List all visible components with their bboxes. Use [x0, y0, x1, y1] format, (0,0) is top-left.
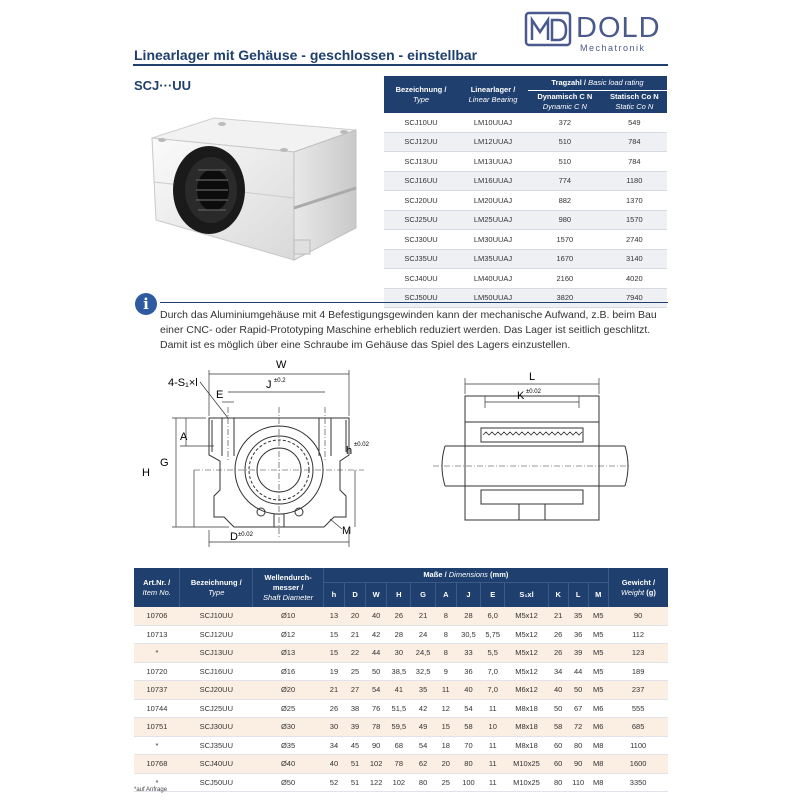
- table-row: [384, 230, 667, 250]
- cell-dyn: 372: [528, 113, 602, 132]
- cell-dyn: 2160: [528, 269, 602, 289]
- cell-dyn: 510: [528, 152, 602, 172]
- cell-bearing: LM20UUAJ: [458, 191, 528, 211]
- cell-dim: 50: [366, 662, 387, 681]
- cell-bearing: LM12UUAJ: [458, 132, 528, 152]
- cell-stat: 1570: [602, 210, 667, 230]
- cell-dyn: 3820: [528, 288, 602, 308]
- cell-dim: 102: [387, 773, 411, 792]
- info-text: [160, 308, 670, 353]
- cell-dyn: 774: [528, 171, 602, 191]
- cell-stat: 7940: [602, 288, 667, 308]
- cell-dim: 30: [387, 644, 411, 663]
- cell-bearing: LM30UUAJ: [458, 230, 528, 250]
- cell-dim: 21: [411, 607, 435, 625]
- cell-dim: 54: [366, 681, 387, 700]
- cell-dim: 15: [435, 718, 456, 737]
- cell-art: *: [134, 644, 180, 663]
- dim-W: W: [276, 359, 287, 371]
- cell-dim: 25: [435, 773, 456, 792]
- cell-type: SCJ40UU: [384, 269, 458, 289]
- cell-dim: 11: [481, 736, 505, 755]
- cell-dim: 24: [411, 625, 435, 644]
- cell-dim: 38: [345, 699, 366, 718]
- cell-dim: 26: [548, 625, 568, 644]
- table-row: [134, 681, 668, 700]
- dim-K: K: [517, 390, 525, 402]
- cell-dim: M5x12: [505, 625, 548, 644]
- logo-word: DOLD: [576, 12, 661, 44]
- cell-dim: 7,0: [481, 681, 505, 700]
- cell-dim: 80: [456, 755, 480, 774]
- cell-dim: 51,5: [387, 699, 411, 718]
- cell-dim: 9: [435, 662, 456, 681]
- cell-dim: 122: [366, 773, 387, 792]
- cell-dim: 20: [345, 607, 366, 625]
- cell-dim: M5: [588, 607, 608, 625]
- cell-weight: 1100: [608, 736, 668, 755]
- cell-weight: 237: [608, 681, 668, 700]
- cell-dim: 8: [435, 625, 456, 644]
- cell-shaft: Ø30: [253, 718, 324, 737]
- cell-dim: 33: [456, 644, 480, 663]
- col-dim-3: H: [387, 583, 411, 608]
- product-photo: [134, 100, 374, 270]
- table-row: [384, 269, 667, 289]
- cell-dim: 35: [411, 681, 435, 700]
- cell-dim: 76: [366, 699, 387, 718]
- cell-art: 10737: [134, 681, 180, 700]
- cell-bearing: LM35UUAJ: [458, 249, 528, 269]
- cell-shaft: Ø13: [253, 644, 324, 663]
- col-dim-5: A: [435, 583, 456, 608]
- cell-dim: 26: [323, 699, 344, 718]
- cell-dim: 5,75: [481, 625, 505, 644]
- cell-art: 10751: [134, 718, 180, 737]
- cell-dim: M5x12: [505, 607, 548, 625]
- cell-dim: 30,5: [456, 625, 480, 644]
- cell-shaft: Ø35: [253, 736, 324, 755]
- cell-dyn: 1570: [528, 230, 602, 250]
- cell-dim: 50: [568, 681, 588, 700]
- cell-bearing: LM50UUAJ: [458, 288, 528, 308]
- cell-type: SCJ12UU: [384, 132, 458, 152]
- cell-type: SCJ30UU: [384, 230, 458, 250]
- dim-S: 4-S₁×l: [168, 377, 198, 389]
- md-logo-icon: [524, 10, 574, 50]
- cell-dim: 27: [345, 681, 366, 700]
- footnote: *auf Anfrage: [134, 787, 168, 793]
- cell-dim: 80: [548, 773, 568, 792]
- cell-dim: 62: [411, 755, 435, 774]
- cell-stat: 2740: [602, 230, 667, 250]
- cell-dim: 11: [481, 699, 505, 718]
- title-rule: [133, 64, 668, 66]
- cell-dim: M5: [588, 681, 608, 700]
- cell-weight: 189: [608, 662, 668, 681]
- cell-dim: M5x12: [505, 644, 548, 663]
- cell-dim: 42: [366, 625, 387, 644]
- cell-dim: 39: [568, 644, 588, 663]
- col-group-load: Tragzahl / Basic load rating: [528, 76, 667, 91]
- dim-A: A: [180, 431, 188, 443]
- cell-dim: 58: [456, 718, 480, 737]
- col-dim-6: J: [456, 583, 480, 608]
- cell-dyn: 1670: [528, 249, 602, 269]
- col-weight: Gewicht / Weight (g): [608, 568, 668, 607]
- col-type: Bezeichnung / Type: [180, 568, 253, 607]
- cell-bearing: LM16UUAJ: [458, 171, 528, 191]
- dim-D: D: [230, 531, 238, 543]
- cell-art: *: [134, 736, 180, 755]
- cell-dim: 90: [366, 736, 387, 755]
- cell-type: SCJ10UU: [180, 607, 253, 625]
- col-static: Statisch Co N Static Co N: [602, 91, 667, 114]
- dim-L: L: [529, 371, 536, 383]
- cell-dim: 80: [411, 773, 435, 792]
- cell-art: *: [134, 773, 180, 792]
- cell-dim: M6: [588, 699, 608, 718]
- cell-dim: 70: [456, 736, 480, 755]
- col-group-dimensions: Maße / Dimensions (mm): [323, 568, 608, 583]
- cell-dim: 41: [387, 681, 411, 700]
- cell-dim: 34: [548, 662, 568, 681]
- info-icon: i: [135, 293, 157, 315]
- dim-H: H: [142, 467, 150, 479]
- dim-G: G: [160, 457, 169, 469]
- dim-D-tol: ±0.02: [238, 532, 253, 538]
- cell-type: SCJ50UU: [180, 773, 253, 792]
- cell-dim: 54: [411, 736, 435, 755]
- table-row: [134, 773, 668, 792]
- cell-type: SCJ16UU: [384, 171, 458, 191]
- cell-dim: 78: [387, 755, 411, 774]
- cell-dim: 40: [548, 681, 568, 700]
- col-dim-8: S₁xl: [505, 583, 548, 608]
- cell-dim: 15: [323, 644, 344, 663]
- cell-dim: 40: [456, 681, 480, 700]
- cell-dim: 30: [323, 718, 344, 737]
- cell-weight: 112: [608, 625, 668, 644]
- dimensions-table: [134, 568, 668, 792]
- cell-bearing: LM25UUAJ: [458, 210, 528, 230]
- cell-dim: 8: [435, 644, 456, 663]
- cell-weight: 123: [608, 644, 668, 663]
- cell-dim: 40: [323, 755, 344, 774]
- col-dim-4: G: [411, 583, 435, 608]
- col-bearing: Linearlager / Linear Bearing: [458, 76, 528, 113]
- cell-art: 10720: [134, 662, 180, 681]
- cell-stat: 784: [602, 152, 667, 172]
- cell-dim: 21: [323, 681, 344, 700]
- cell-dim: 52: [323, 773, 344, 792]
- cell-dim: 38,5: [387, 662, 411, 681]
- table-row: [384, 288, 667, 308]
- info-line: Durch das Aluminiumgehäuse mit 4 Befestigungsgewinden kann der mechanische Aufwand, z.B. beim Bau: [160, 309, 657, 321]
- cell-dim: 78: [366, 718, 387, 737]
- cell-dim: 7,0: [481, 662, 505, 681]
- cell-weight: 555: [608, 699, 668, 718]
- cell-dim: 90: [568, 755, 588, 774]
- dim-M: M: [342, 525, 352, 537]
- cell-stat: 784: [602, 132, 667, 152]
- cell-type: SCJ20UU: [384, 191, 458, 211]
- cell-dim: M8x18: [505, 699, 548, 718]
- cell-dim: 11: [435, 681, 456, 700]
- cell-type: SCJ35UU: [384, 249, 458, 269]
- cell-type: SCJ12UU: [180, 625, 253, 644]
- cell-stat: 1180: [602, 171, 667, 191]
- cell-dim: M8: [588, 773, 608, 792]
- cell-dim: 59,5: [387, 718, 411, 737]
- table-row: [384, 210, 667, 230]
- cell-type: SCJ13UU: [180, 644, 253, 663]
- col-dim-9: K: [548, 583, 568, 608]
- cell-dim: 12: [435, 699, 456, 718]
- cell-dim: M5: [588, 625, 608, 644]
- cell-dim: 110: [568, 773, 588, 792]
- dold-logo: [524, 10, 674, 53]
- cell-dim: 44: [366, 644, 387, 663]
- cell-dim: M5x12: [505, 662, 548, 681]
- series-label: SCJ···UU: [134, 78, 192, 93]
- cell-type: SCJ25UU: [180, 699, 253, 718]
- cell-dim: 54: [456, 699, 480, 718]
- col-art: Art.Nr. / Item No.: [134, 568, 180, 607]
- table-row: [134, 644, 668, 663]
- cell-weight: 3350: [608, 773, 668, 792]
- page-title: Linearlager mit Gehäuse - geschlossen - einstellbar: [134, 47, 478, 63]
- cell-dim: 19: [323, 662, 344, 681]
- cell-type: SCJ35UU: [180, 736, 253, 755]
- table-row: [384, 132, 667, 152]
- logo-subtitle: Mechatronik: [580, 43, 646, 53]
- table-row: [384, 191, 667, 211]
- cell-dim: 21: [345, 625, 366, 644]
- cell-dim: 25: [345, 662, 366, 681]
- cell-art: 10744: [134, 699, 180, 718]
- cell-type: SCJ16UU: [180, 662, 253, 681]
- cell-dim: M8x18: [505, 736, 548, 755]
- cell-type: SCJ13UU: [384, 152, 458, 172]
- side-view-drawing: [425, 368, 635, 528]
- cell-art: 10768: [134, 755, 180, 774]
- cell-stat: 549: [602, 113, 667, 132]
- cell-weight: 1600: [608, 755, 668, 774]
- cell-dim: 26: [548, 644, 568, 663]
- cell-dim: M8x18: [505, 718, 548, 737]
- cell-dim: 15: [323, 625, 344, 644]
- cell-stat: 1370: [602, 191, 667, 211]
- cell-shaft: Ø40: [253, 755, 324, 774]
- table-row: [384, 171, 667, 191]
- cell-dim: 60: [548, 755, 568, 774]
- cell-dim: 51: [345, 773, 366, 792]
- cell-dim: 51: [345, 755, 366, 774]
- cell-dim: 60: [548, 736, 568, 755]
- info-rule: [160, 302, 668, 303]
- col-dim-11: M: [588, 583, 608, 608]
- table-row: [384, 113, 667, 132]
- table-row: [134, 718, 668, 737]
- table-row: [134, 755, 668, 774]
- cell-dim: 20: [435, 755, 456, 774]
- col-dim-1: D: [345, 583, 366, 608]
- cell-dim: 49: [411, 718, 435, 737]
- cell-shaft: Ø20: [253, 681, 324, 700]
- cell-type: SCJ10UU: [384, 113, 458, 132]
- cell-stat: 3140: [602, 249, 667, 269]
- cell-weight: 685: [608, 718, 668, 737]
- cell-dim: M10x25: [505, 755, 548, 774]
- cell-type: SCJ25UU: [384, 210, 458, 230]
- cell-dim: 34: [323, 736, 344, 755]
- cell-dim: 10: [481, 718, 505, 737]
- cell-dim: 26: [387, 607, 411, 625]
- table-row: [134, 625, 668, 644]
- cell-dim: 68: [387, 736, 411, 755]
- cell-dim: 8: [435, 607, 456, 625]
- cell-bearing: LM13UUAJ: [458, 152, 528, 172]
- info-line: einer CNC- oder Rapid-Prototyping Maschine erheblich reduziert werden. Das Lager ist seitlich geschlitzt.: [160, 324, 651, 336]
- cell-weight: 90: [608, 607, 668, 625]
- table-row: [134, 699, 668, 718]
- cell-dim: 44: [568, 662, 588, 681]
- cell-dim: 45: [345, 736, 366, 755]
- cell-type: SCJ30UU: [180, 718, 253, 737]
- cell-dim: 35: [568, 607, 588, 625]
- cell-bearing: LM40UUAJ: [458, 269, 528, 289]
- table-row: [134, 607, 668, 625]
- cell-art: 10713: [134, 625, 180, 644]
- cell-type: SCJ50UU: [384, 288, 458, 308]
- cell-dim: 6,0: [481, 607, 505, 625]
- cell-dim: M10x25: [505, 773, 548, 792]
- cell-dim: 36: [568, 625, 588, 644]
- cell-dim: M8: [588, 755, 608, 774]
- cell-dim: M6x12: [505, 681, 548, 700]
- cell-dim: 32,5: [411, 662, 435, 681]
- table-row: [384, 249, 667, 269]
- dim-h-tol: ±0.02: [354, 442, 369, 448]
- cell-dim: 28: [456, 607, 480, 625]
- cell-shaft: Ø12: [253, 625, 324, 644]
- cell-dyn: 882: [528, 191, 602, 211]
- cell-dyn: 510: [528, 132, 602, 152]
- cell-dim: 39: [345, 718, 366, 737]
- cell-dim: 18: [435, 736, 456, 755]
- cell-dim: 5,5: [481, 644, 505, 663]
- cell-shaft: Ø10: [253, 607, 324, 625]
- cell-dim: 67: [568, 699, 588, 718]
- cell-dim: 36: [456, 662, 480, 681]
- dim-J-tol: ±0.2: [274, 378, 286, 384]
- cell-dim: M5: [588, 644, 608, 663]
- cell-dim: 22: [345, 644, 366, 663]
- cell-dim: 72: [568, 718, 588, 737]
- cell-dim: 24,5: [411, 644, 435, 663]
- dim-h: h: [346, 445, 353, 457]
- cell-dim: 100: [456, 773, 480, 792]
- cell-dyn: 980: [528, 210, 602, 230]
- cell-dim: 102: [366, 755, 387, 774]
- col-designation: Bezeichnung / Type: [384, 76, 458, 113]
- cell-stat: 4020: [602, 269, 667, 289]
- cell-dim: M6: [588, 718, 608, 737]
- load-rating-table: [384, 76, 667, 308]
- col-dim-0: h: [323, 583, 344, 608]
- cell-dim: 42: [411, 699, 435, 718]
- cell-dim: 28: [387, 625, 411, 644]
- cell-dim: M5: [588, 662, 608, 681]
- col-dim-7: E: [481, 583, 505, 608]
- table-row: [384, 152, 667, 172]
- dim-J: J: [266, 379, 272, 391]
- cell-type: SCJ40UU: [180, 755, 253, 774]
- table-row: [134, 736, 668, 755]
- cell-type: SCJ20UU: [180, 681, 253, 700]
- cell-dim: 80: [568, 736, 588, 755]
- cell-dim: 21: [548, 607, 568, 625]
- cell-dim: 50: [548, 699, 568, 718]
- cell-shaft: Ø50: [253, 773, 324, 792]
- cell-bearing: LM10UUAJ: [458, 113, 528, 132]
- cell-shaft: Ø25: [253, 699, 324, 718]
- col-dim-2: W: [366, 583, 387, 608]
- table-row: [134, 662, 668, 681]
- col-dim-10: L: [568, 583, 588, 608]
- cell-dim: 11: [481, 773, 505, 792]
- dim-E: E: [216, 389, 224, 401]
- col-shaft: Wellendurch- messer / Shaft Diameter: [253, 568, 324, 607]
- cell-art: 10706: [134, 607, 180, 625]
- dim-K-tol: ±0.02: [526, 389, 541, 395]
- cell-dim: 58: [548, 718, 568, 737]
- front-view-drawing: [134, 352, 374, 557]
- cell-dim: 11: [481, 755, 505, 774]
- cell-dim: 40: [366, 607, 387, 625]
- cell-dim: 13: [323, 607, 344, 625]
- cell-dim: M8: [588, 736, 608, 755]
- col-dynamic: Dynamisch C N Dynamic C N: [528, 91, 602, 114]
- cell-shaft: Ø16: [253, 662, 324, 681]
- info-line: Damit ist es möglich über eine Schraube im Gehäuse das Spiel des Lagers einzustellen.: [160, 339, 571, 351]
